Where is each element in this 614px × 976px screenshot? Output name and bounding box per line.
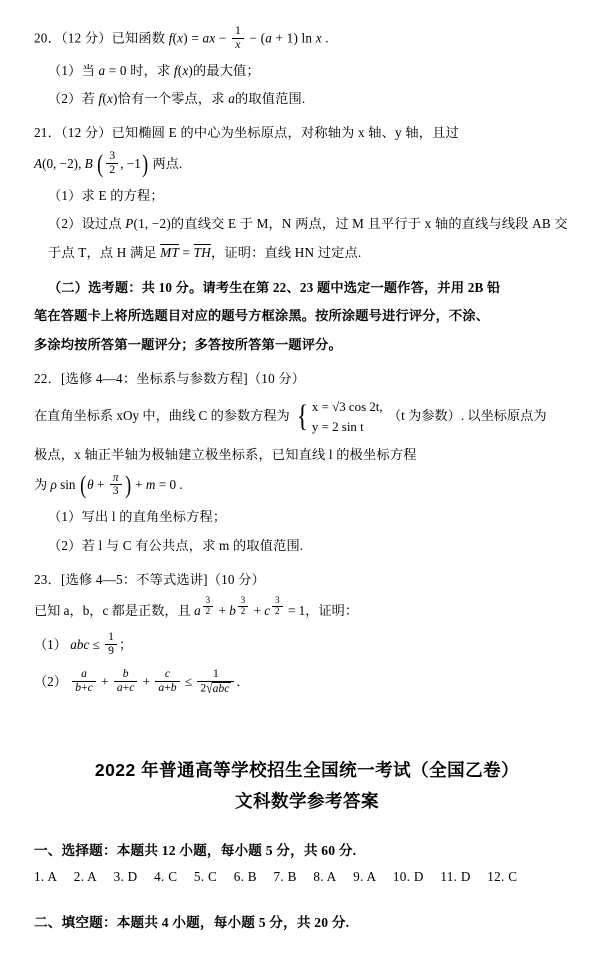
item-text-b: 恰有一个零点，求 xyxy=(117,90,225,106)
math-frac-1-9: $\frac{1}{9}$ xyxy=(105,631,117,658)
case-y: y = 2 sin t xyxy=(311,418,364,434)
optional-notice-line2: 笔在答题卡上将所选题目对应的题号方框涂黑。按所涂题号进行评分，不涂、 xyxy=(34,308,490,324)
problem-23-title xyxy=(34,569,580,590)
item-label: （2） xyxy=(48,537,82,553)
item-text: 求 E 的方程； xyxy=(81,187,164,203)
problem-22-item-1 xyxy=(48,506,580,527)
problem-21-line2-tail: 两点. xyxy=(152,155,183,171)
problem-21-line1: 已知椭圆 E 的中心为坐标原点，对称轴为 x 轴、y 轴，且过 xyxy=(111,125,459,141)
choice-answers-row xyxy=(34,869,580,885)
item-text-a: 若 xyxy=(81,90,95,106)
problem-23-line1: 已知 a，b，c 都是正数，且 a $^{\frac{3}{2}}$ + b $^{\frac{3}{2}}$ + c $^{\frac{3}{2}}$ = 1，证明： xyxy=(34,595,359,619)
problem-22-title-text: [选修 4—4：坐标系与参数方程]（10 分） xyxy=(60,371,306,387)
problem-22-line3-b: = 0 . xyxy=(158,476,183,492)
choice-answer: 10. D xyxy=(392,868,424,884)
item-text: 于点 T，点 H 满足 xyxy=(48,244,157,260)
item-label: （1） xyxy=(34,636,67,652)
problem-20-item-2: （2）若 f(x)恰有一个零点，求 a的取值范围. xyxy=(48,90,306,106)
problem-20-item-1: （1）当 a = 0 时，求 f(x)的最大值； xyxy=(48,62,260,78)
item-text: ； xyxy=(118,636,133,652)
problem-22-number: 22． xyxy=(34,371,61,387)
math-parametric-cases: { x = √3 cos 2t, y = 2 sin t xyxy=(295,397,383,437)
item-text-c: 的最大值； xyxy=(192,62,260,78)
choice-answer: 6. B xyxy=(233,868,257,884)
choice-answer: 3. D xyxy=(113,868,138,884)
math-frac-a-b-plus-c: $\frac{a}{b+c}$ xyxy=(72,668,96,695)
item-label: （2） xyxy=(48,216,82,232)
problem-22-title xyxy=(34,368,580,389)
item-label: （1） xyxy=(48,509,82,525)
item-text-a: 当 xyxy=(81,62,95,78)
problem-20-number: 20． xyxy=(34,30,61,46)
problem-22-item-2 xyxy=(48,535,580,556)
problem-21-item-1 xyxy=(48,185,580,206)
problem-22-line2: 极点，x 轴正半轴为极轴建立极坐标系，已知直线 l 的极坐标方程 xyxy=(34,446,417,462)
problem-21-points: A(0, −2), B ( $\frac{3}{2}$ , −1) 两点. xyxy=(34,149,183,179)
item-text-b: 时，求 xyxy=(130,62,171,78)
choice-answer: 8. A xyxy=(313,868,337,884)
math-frac-b-a-plus-c: $\frac{b}{a+c}$ xyxy=(114,668,138,695)
math-vector-MT: $\overline{MT}$ xyxy=(160,244,180,260)
item-label: （2） xyxy=(34,673,67,689)
problem-20-score: （12 分） xyxy=(60,30,112,46)
problem-20-stem: 20．（12 分）已知函数 f(x) = ax − $\frac{1}{x}$ − (a + 1) ln x . xyxy=(34,23,329,51)
choice-answer: 4. C xyxy=(154,868,178,884)
math-frac-pi-3: $\frac{\pi}{3}$ xyxy=(110,472,122,499)
problem-23-line1-a: 已知 a，b，c 都是正数，且 xyxy=(34,603,191,619)
problem-21-score: （12 分） xyxy=(60,125,112,141)
answer-title-line1: 2022 年普通高等学校招生全国统一考试（全国乙卷） xyxy=(94,760,520,781)
problem-22-line3: 为 ρ sin (θ + $\frac{\pi}{3}$ ) + m = 0 . xyxy=(34,470,183,500)
problem-22-line3-a: 为 xyxy=(34,476,48,492)
item-text-c: 的取值范围. xyxy=(235,90,306,106)
case-x: x = √3 cos 2t, xyxy=(311,398,383,414)
choice-answer: 12. C xyxy=(487,868,518,884)
math-frac-1-over-x: $\frac{1}{x}$ xyxy=(232,25,244,52)
item-text-tail: ，证明：直线 HN 过定点. xyxy=(210,244,362,260)
choice-answer: 7. B xyxy=(273,868,297,884)
problem-21-stem xyxy=(34,122,580,143)
item-text: 写出 l 的直角坐标方程； xyxy=(81,509,227,525)
problem-23-title-text: [选修 4—5：不等式选讲]（10 分） xyxy=(60,571,265,587)
problem-23-item-1: （1） abc ≤ $\frac{1}{9}$ ； xyxy=(34,630,133,657)
problem-23-line1-b: ，证明： xyxy=(305,603,359,619)
problem-21-number: 21． xyxy=(34,125,61,141)
item-text-b: 的直线交 E 于 M，N 两点，过 M 且平行于 x 轴的直线与线段 AB 交 xyxy=(170,216,568,232)
choice-answer: 9. A xyxy=(353,868,377,884)
math-frac-3-2: $\frac{3}{2}$ xyxy=(106,150,118,177)
problem-21-item-2: （2）设过点 P(1, −2)的直线交 E 于 M，N 两点，过 M 且平行于 x 轴的直线与线段 AB 交 xyxy=(48,216,568,232)
item-label: （1） xyxy=(48,62,82,78)
math-frac-1-2sqrt-abc: $\frac{1}{\text{2√abc}}$ xyxy=(197,668,234,696)
problem-21-item-3: 于点 T，点 H 满足 $\overline{MT} = \overline{TH}$，证明：直线 HN 过定点. xyxy=(48,244,362,260)
item-text: 若 l 与 C 有公共点，求 m 的取值范围. xyxy=(81,537,304,553)
problem-23-item-2: （2） $\frac{a}{b+c}$ + $\frac{b}{a+c}$ + $\frac{c}{a+b}$ ≤ $\frac{1}{\text{2√abc}}$ ． xyxy=(34,666,250,697)
choice-answer: 5. C xyxy=(193,868,218,884)
choice-section-head: 一、选择题：本题共 12 小题，每小题 5 分，共 60 分. xyxy=(34,842,357,858)
math-vector-TH: $\overline{TH}$ xyxy=(193,244,211,260)
item-label: （1） xyxy=(48,187,82,203)
item-text: ． xyxy=(236,673,250,689)
fill-section-head: 二、填空题：本题共 4 小题，每小题 5 分，共 20 分. xyxy=(34,914,350,930)
choice-answer: 1. A xyxy=(34,868,58,884)
problem-23-number: 23． xyxy=(34,571,61,587)
optional-notice-line1: （二）选考题：共 10 分。请考生在第 22、23 题中选定一题作答，并用 2B 铅 xyxy=(48,280,501,296)
choice-answer: 2. A xyxy=(73,868,97,884)
answer-title-line2: 文科数学参考答案 xyxy=(235,791,379,812)
math-frac-c-a-plus-b: $\frac{c}{a+b}$ xyxy=(155,668,179,695)
choice-answer: 11. D xyxy=(440,868,471,884)
item-text-a: 设过点 xyxy=(81,216,122,232)
problem-22-line1-b: （t 为参数）. 以坐标原点为 xyxy=(387,407,547,423)
item-label: （2） xyxy=(48,90,82,106)
answer-section-heading xyxy=(34,755,580,816)
problem-22-line1 xyxy=(34,397,580,437)
problem-20-stem-text: 已知函数 xyxy=(111,30,166,46)
problem-22-line1-a: 在直角坐标系 xOy 中，曲线 C 的参数方程为 xyxy=(34,407,290,423)
math-fx: f xyxy=(168,30,173,46)
optional-notice-line3: 多涂均按所答第一题评分；多答按所答第一题评分。 xyxy=(34,336,342,352)
